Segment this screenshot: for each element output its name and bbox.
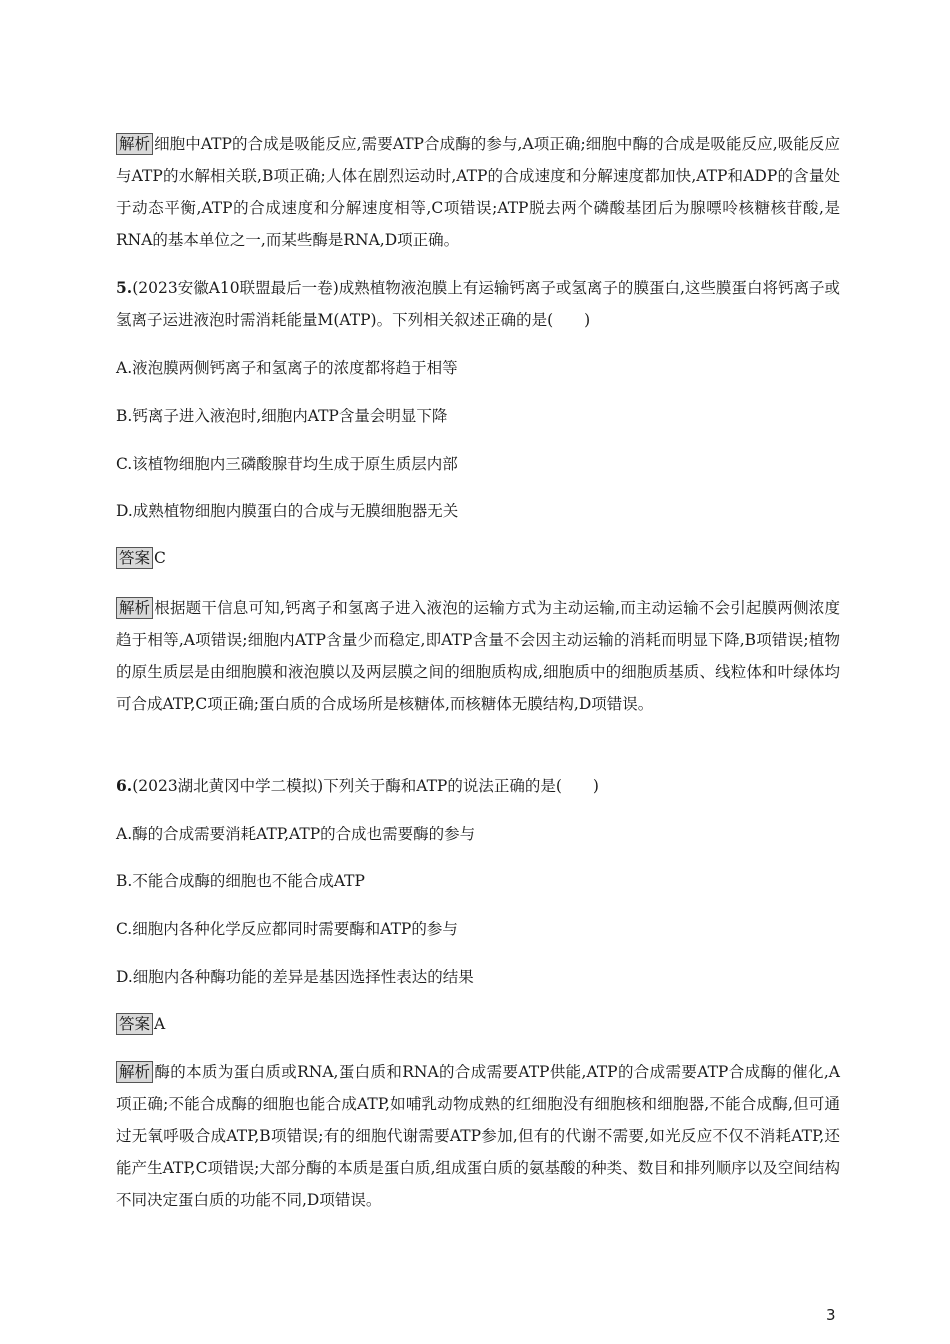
q5-option-c: C.该植物细胞内三磷酸腺苷均生成于原生质层内部 bbox=[116, 455, 458, 473]
page-number: 3 bbox=[826, 1306, 836, 1324]
analysis-label: 解析 bbox=[116, 597, 153, 619]
q5-stem bbox=[116, 272, 840, 336]
answer-label: 答案 bbox=[116, 1013, 153, 1035]
q6-analysis-text: 酶的本质为蛋白质或RNA,蛋白质和RNA的合成需要ATP供能,ATP的合成需要ATP合成酶的催化,A项正确;不能合成酶的细胞也能合成ATP,如哺乳动物成熟的红细胞没有细胞核和细胞器,不能合成酶,但可通过无氧呼吸合成ATP,B项错误;有的细胞代谢需要ATP参加,但有的代谢不需要,如光反应不仅不消耗ATP,还能产生ATP,C项错误;大部分酶的本质是蛋白质,组成蛋白质的氨基酸的种类、数目和排列顺序以及空间结构不同决定蛋白质的功能不同,D项错误。 bbox=[116, 1063, 840, 1209]
q6-answer bbox=[116, 1013, 840, 1035]
q6-option-a: A.酶的合成需要消耗ATP,ATP的合成也需要酶的参与 bbox=[116, 825, 476, 843]
q5-answer bbox=[116, 547, 840, 569]
q4-analysis-text: 细胞中ATP的合成是吸能反应,需要ATP合成酶的参与,A项正确;细胞中酶的合成是吸能反应,吸能反应与ATP的水解相关联,B项正确;人体在剧烈运动时,ATP的合成速度和分解速度都加快,ATP和ADP的含量处于动态平衡,ATP的合成速度和分解速度相等,C项错误;ATP脱去两个磷酸基团后为腺嘌呤核糖核苷酸,是RNA的基本单位之一,而某些酶是RNA,D项正确。 bbox=[116, 135, 840, 249]
q6-option-b: B.不能合成酶的细胞也不能合成ATP bbox=[116, 872, 365, 890]
q5-option-d: D.成熟植物细胞内膜蛋白的合成与无膜细胞器无关 bbox=[116, 502, 459, 520]
q6-analysis bbox=[116, 1056, 840, 1216]
q5-option-b: B.钙离子进入液泡时,细胞内ATP含量会明显下降 bbox=[116, 407, 448, 425]
q6-option-d: D.细胞内各种酶功能的差异是基因选择性表达的结果 bbox=[116, 968, 474, 986]
q5-analysis bbox=[116, 592, 840, 720]
q6-option-c: C.细胞内各种化学反应都同时需要酶和ATP的参与 bbox=[116, 920, 458, 938]
q6-answer-value: A bbox=[154, 1015, 166, 1033]
q5-number: 5. bbox=[116, 278, 133, 297]
q6-stem-text: (2023湖北黄冈中学二模拟)下列关于酶和ATP的说法正确的是( ) bbox=[132, 777, 599, 795]
analysis-label: 解析 bbox=[116, 1061, 153, 1083]
q5-analysis-text: 根据题干信息可知,钙离子和氢离子进入液泡的运输方式为主动运输,而主动运输不会引起膜两侧浓度趋于相等,A项错误;细胞内ATP含量少而稳定,即ATP含量不会因主动运输的消耗而明显下降,B项错误;植物的原生质层是由细胞膜和液泡膜以及两层膜之间的细胞质构成,细胞质中的细胞质基质、线粒体和叶绿体均可合成ATP,C项正确;蛋白质的合成场所是核糖体,而核糖体无膜结构,D项错误。 bbox=[116, 599, 840, 713]
q5-answer-value: C bbox=[154, 549, 166, 567]
q6-number: 6. bbox=[116, 776, 133, 795]
q5-option-a: A.液泡膜两侧钙离子和氢离子的浓度都将趋于相等 bbox=[116, 359, 458, 377]
answer-label: 答案 bbox=[116, 547, 153, 569]
q5-stem-text: (2023安徽A10联盟最后一卷)成熟植物液泡膜上有运输钙离子或氢离子的膜蛋白,这些膜蛋白将钙离子或氢离子运进液泡时需消耗能量M(ATP)。下列相关叙述正确的是( ) bbox=[116, 279, 840, 329]
q4-analysis bbox=[116, 128, 840, 256]
analysis-label: 解析 bbox=[116, 133, 153, 155]
q6-stem bbox=[116, 775, 840, 797]
